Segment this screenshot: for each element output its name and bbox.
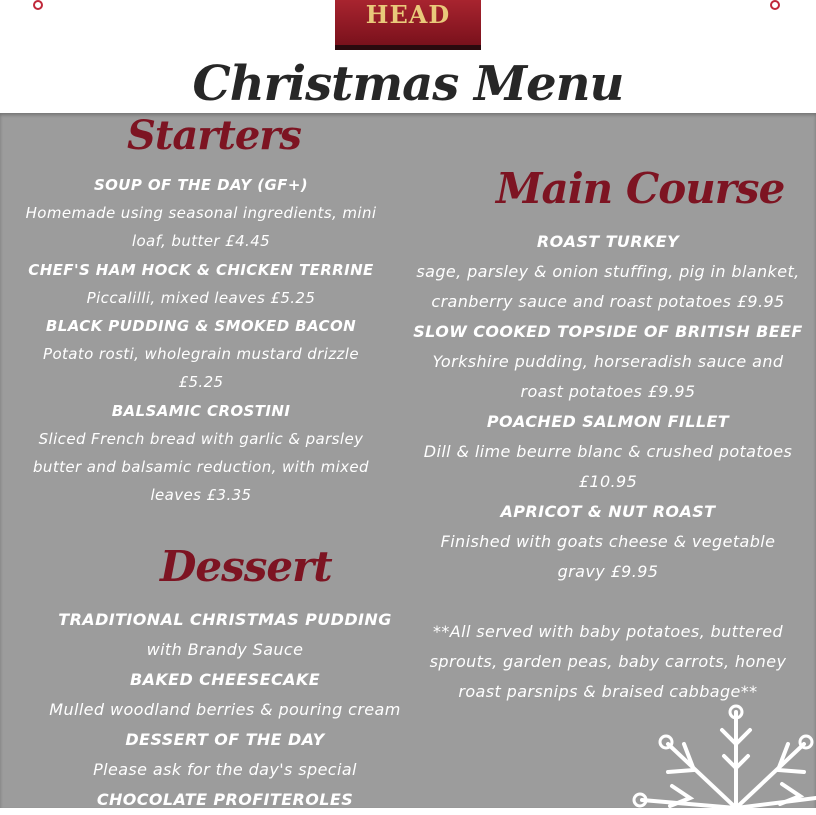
menu-item-description: Dill & lime beurre blanc & crushed potatoes bbox=[423, 442, 793, 461]
starters-list bbox=[21, 171, 381, 509]
menu-item-description: Mulled woodland berries & pouring cream bbox=[49, 700, 401, 719]
menu-item-description: Potato rosti, wholegrain mustard drizzle £5.25 bbox=[43, 345, 359, 392]
left-ornament-ring bbox=[33, 0, 43, 10]
note-line: **All served with baby potatoes, buttered bbox=[432, 622, 784, 641]
main-course-heading: Main Course bbox=[496, 164, 785, 213]
menu-item-description: Piccalilli, mixed leaves £5.25 bbox=[86, 288, 316, 307]
starters-heading: Starters bbox=[127, 112, 301, 159]
menu-item-name: POACHED SALMON FILLET bbox=[486, 412, 730, 431]
right-ornament-ring bbox=[770, 0, 780, 10]
menu-item-name: BALSAMIC CROSTINI bbox=[111, 401, 291, 420]
menu-item-description: butter and balsamic reduction, with mixed bbox=[33, 458, 369, 477]
note-line: roast parsnips & braised cabbage** bbox=[458, 682, 758, 701]
menu-item-description: Yorkshire pudding, horseradish sauce and bbox=[432, 352, 784, 371]
menu-item-name: ROAST TURKEY bbox=[536, 232, 680, 251]
main-course-list bbox=[408, 227, 808, 587]
menu-item-name: CHOCOLATE PROFITEROLES bbox=[96, 790, 354, 809]
menu-item-name: DESSERT OF THE DAY bbox=[125, 730, 325, 749]
menu-item-description: roast potatoes £9.95 bbox=[520, 382, 696, 401]
menu-item-name: BLACK PUDDING & SMOKED BACON bbox=[45, 317, 357, 336]
menu-item-description: sage, parsley & onion stuffing, pig in blanket, bbox=[416, 262, 800, 281]
snowflake-icon bbox=[632, 700, 816, 808]
menu-item-description: Homemade using seasonal ingredients, mini bbox=[25, 204, 377, 223]
menu-item-name: SLOW COOKED TOPSIDE OF BRITISH BEEF bbox=[413, 322, 803, 341]
restaurant-logo bbox=[335, 0, 481, 50]
menu-item-name: APRICOT & NUT ROAST bbox=[500, 502, 716, 521]
menu-item-name: BAKED CHEESECAKE bbox=[129, 670, 321, 689]
menu-item-description: £10.95 bbox=[578, 472, 638, 491]
menu-item-description: loaf, butter £4.45 bbox=[131, 232, 271, 251]
page-title: Christmas Menu bbox=[192, 56, 624, 112]
logo-text: HEAD bbox=[365, 0, 451, 29]
menu-item-name: CHEF'S HAM HOCK & CHICKEN TERRINE bbox=[28, 260, 374, 279]
dessert-heading: Dessert bbox=[160, 542, 332, 591]
menu-item-description: cranberry sauce and roast potatoes £9.95 bbox=[431, 292, 785, 311]
menu-item-description: Sliced French bread with garlic & parsley bbox=[38, 429, 364, 448]
menu-item-description: leaves £3.35 bbox=[150, 486, 252, 505]
menu-item-description: with Brandy Sauce bbox=[146, 640, 304, 659]
menu-item-description: Finished with goats cheese & vegetable bbox=[440, 532, 776, 551]
menu-item-name: TRADITIONAL CHRISTMAS PUDDING bbox=[58, 610, 392, 629]
main-course-note bbox=[408, 617, 808, 707]
note-line: sprouts, garden peas, baby carrots, honey bbox=[429, 652, 787, 671]
dessert-list bbox=[25, 605, 425, 815]
menu-item-description: Please ask for the day's special bbox=[93, 760, 357, 779]
menu-item-name: SOUP OF THE DAY (GF+) bbox=[93, 176, 309, 194]
menu-item-description: gravy £9.95 bbox=[557, 562, 659, 581]
